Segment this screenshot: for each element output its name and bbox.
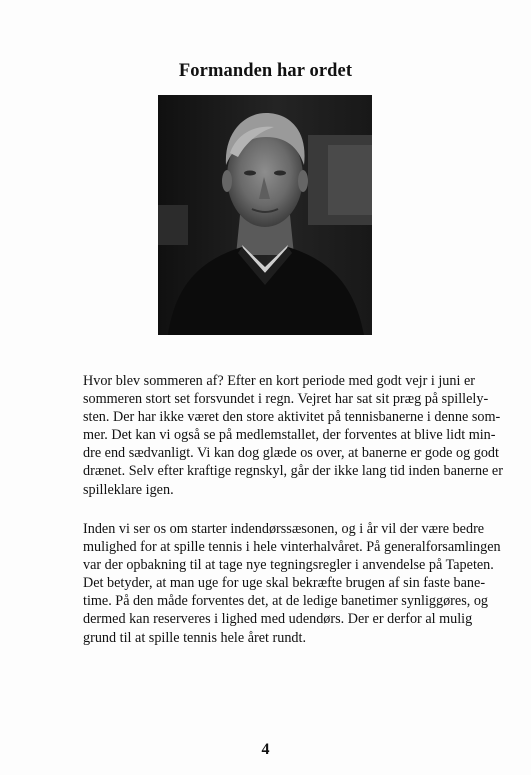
paragraph-line: Inden vi ser os om starter indendørssæsonen, og i år vil der være bedre <box>83 521 485 537</box>
paragraph-line: time. På den måde forventes det, at de ledige banetimer synliggøres, og <box>83 593 489 610</box>
chairman-portrait-photo <box>158 95 372 335</box>
paragraph-line: var der opbakning til at tage nye tegningsregler i anvendelse på Tapeten. <box>83 557 494 574</box>
paragraph-line: grund til at spille tennis hele året rundt. <box>83 629 307 646</box>
paragraph-line: dermed kan reserveres i lighed med udendørs. Der er derfor al mulig <box>83 611 473 628</box>
page-number: 4 <box>261 741 270 758</box>
paragraph-line: mulighed for at spille tennis i hele vinterhalvåret. På generalforsamlingen <box>83 539 501 556</box>
paragraph-line: mer. Det kan vi også se på medlemstallet, der forventes at blive lidt min- <box>83 427 496 444</box>
paragraph-line: sommeren stort set forsvundet i regn. Vejret har sat sit præg på spillely- <box>83 391 489 408</box>
paragraph-line: dre end sædvanligt. Vi kan dog glæde os over, at banerne er gode og godt <box>83 445 499 462</box>
paragraph-line: Hvor blev sommeren af? Efter en kort periode med godt vejr i juni er <box>83 373 475 389</box>
article-paragraph-2 <box>83 520 503 647</box>
paragraph-line: spilleklare igen. <box>83 481 174 498</box>
article-title: Formanden har ordet <box>178 61 353 81</box>
paragraph-line: Det betyder, at man uge for uge skal bekræfte brugen af sin faste bane- <box>83 575 486 592</box>
article-paragraph-1 <box>83 372 503 499</box>
paragraph-line: sten. Der har ikke været den store aktivitet på tennisbanerne i denne som- <box>83 409 501 426</box>
paragraph-line: drænet. Selv efter kraftige regnskyl, går der ikke lang tid inden banerne er <box>83 463 503 480</box>
